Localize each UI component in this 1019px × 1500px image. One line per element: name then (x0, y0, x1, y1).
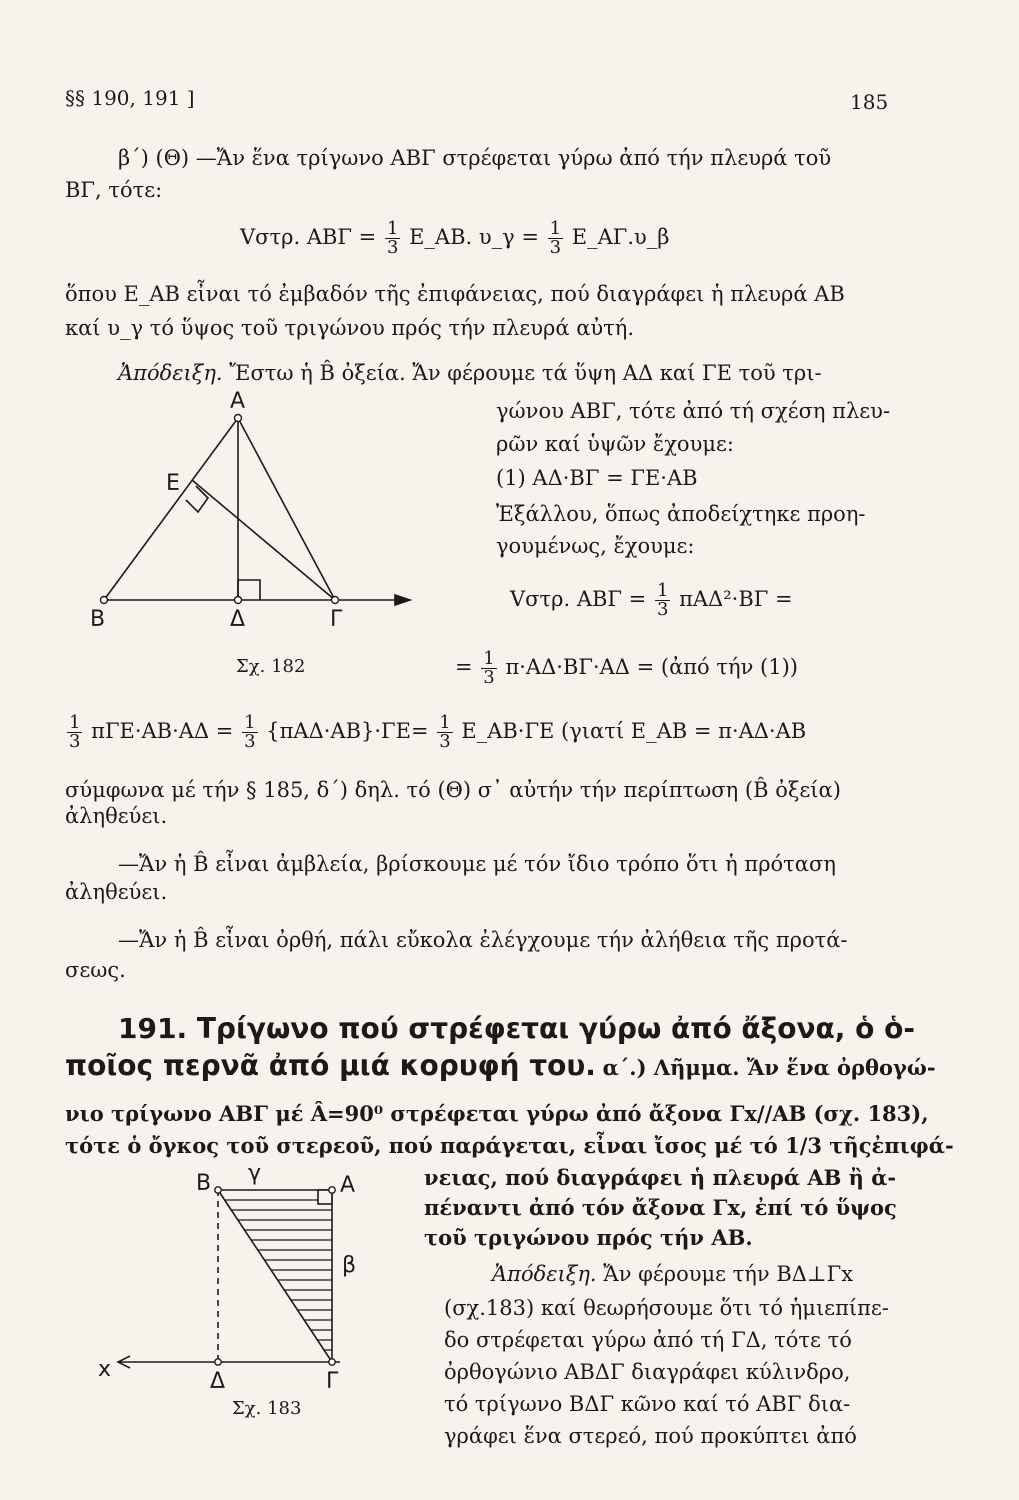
proof-191-line-6: γράφει ἕνα στερεό, πού προκύπτει ἀπό (444, 1424, 857, 1448)
formula-lhs: Vστρ. ΑΒΓ = (240, 225, 377, 249)
label-E: Ε (166, 471, 180, 496)
label-gamma: γ (248, 1162, 262, 1186)
formula-mid: Ε_ΑΒ. υ_γ = (409, 225, 539, 249)
fraction-one-third: $\frac{1}{3}$ (386, 218, 399, 258)
vertex-G (332, 597, 339, 604)
proof-line-8: —Ἄν ἡ B̂ εἶναι ἀμβλεία, βρίσκουμε μέ τόν ἴδιο τρόπο ὅτι ἡ πρόταση (118, 852, 836, 876)
theorem-line-1: β΄) (Θ) —Ἄν ἕνα τρίγωνο ΑΒΓ στρέφεται γύρω ἀπό τήν πλευρά τοῦ (118, 146, 832, 170)
page-number: 185 (850, 90, 889, 114)
formula-rhs: Ε_ΑΓ.υ_β (571, 225, 670, 249)
label-beta: β (342, 1253, 357, 1278)
equation-3: = $\frac{1}{3}$ π·ΑΔ·ΒΓ·ΑΔ = (ἀπό τήν (1)) (455, 648, 798, 688)
label-B: Β (196, 1171, 212, 1196)
proof-line-3: ρῶν καί ὑψῶν ἔχουμε: (496, 432, 734, 456)
vertex-B (215, 1187, 221, 1193)
proof-191-label: Ἀπόδειξη. (492, 1262, 597, 1286)
theorem-line-4: καί υ_γ τό ὕψος τοῦ τριγώνου πρός τήν πλευρά αὐτή. (65, 316, 635, 340)
side-AB (104, 418, 238, 600)
fraction-one-third: $\frac{1}{3}$ (439, 712, 451, 752)
proof-line-7: ἀληθεύει. (65, 804, 168, 828)
axis-arrow-icon (395, 595, 410, 605)
equation-4: $\frac{1}{3}$ πΓΕ·ΑΒ·ΑΔ = $\frac{1}{3}$ {πΑΔ·ΑΒ}·ΓΕ= $\frac{1}{3}$ Ε_ΑΒ·ΓΕ (γιατί Ε_ΑΒ = π·ΑΔ·ΑΒ (69, 712, 807, 752)
proof-191-line-2: (σχ.183) καί θεωρήσουμε ὅτι τό ἡμιεπίπε- (444, 1296, 889, 1320)
proof-191-line-3: δο στρέφεται γύρω ἀπό τή ΓΔ, τότε τό (444, 1328, 852, 1352)
label-D: Δ (210, 1369, 226, 1392)
right-angle-mark-D (238, 580, 260, 600)
proof-label: Ἀπόδειξη. (118, 361, 223, 385)
proof-line-6: σύμφωνα μέ τήν § 185, δ΄) δηλ. τό (Θ) σ᾽ αὐτήν τήν περίπτωση (B̂ ὀξεία) (65, 778, 841, 802)
section-191-heading-1: 191. Τρίγωνο πού στρέφεται γύρω ἀπό ἄξονα, ὁ ὁ- (118, 1012, 915, 1045)
fraction-one-third: $\frac{1}{3}$ (483, 648, 495, 688)
lemma-line-4: πέναντι ἀπό τόν ἄξονα Γx, ἐπί τό ὕψος (424, 1195, 897, 1220)
figure-183-caption: Σχ. 183 (232, 1398, 302, 1419)
theorem-line-3: ὅπου Ε_ΑΒ εἶναι τό ἐμβαδόν τῆς ἐπιφάνειας, πού διαγράφει ἡ πλευρά ΑΒ (65, 282, 845, 306)
equation-1: (1) ΑΔ·ΒΓ = ΓΕ·ΑΒ (496, 466, 698, 490)
proof-191-line-4: ὀρθογώνιο ΑΒΔΓ διαγράφει κύλινδρο, (444, 1360, 851, 1384)
lemma-line-5: τοῦ τριγώνου πρός τήν ΑΒ. (424, 1225, 753, 1250)
proof-line-11: σεως. (65, 958, 126, 982)
height-GE (192, 480, 335, 600)
side-AG (238, 418, 335, 600)
point-D (235, 597, 242, 604)
label-B: Β (90, 607, 106, 628)
section-reference: §§ 190, 191 ] (65, 86, 195, 110)
vertex-B (101, 597, 108, 604)
theorem-line-2: ΒΓ, τότε: (65, 178, 163, 202)
figure-182-diagram (80, 378, 420, 628)
proof-191-line-1: Ἀπόδειξη. Ἄν φέρουμε τήν ΒΔ⊥Γx (492, 1262, 854, 1286)
point-D (215, 1359, 221, 1365)
label-A: Α (340, 1173, 356, 1198)
section-191-heading-2-line (65, 1050, 936, 1084)
proof-line-4: Ἐξάλλου, ὅπως ἀποδείχτηκε προη- (496, 502, 866, 526)
theorem-formula (240, 220, 669, 257)
proof-191-line-5: τό τρίγωνο ΒΔΓ κῶνο καί τό ΑΒΓ δια- (444, 1392, 851, 1416)
vertex-A (329, 1187, 335, 1193)
figure-183-diagram (90, 1162, 390, 1392)
section-191-heading-2: ποῖος περνᾶ ἀπό μιά κορυφή του. (65, 1049, 596, 1082)
equation-2: Vστρ. ΑΒΓ = $\frac{1}{3}$ πΑΔ²·ΒΓ = (510, 580, 793, 620)
lemma-line-2: τότε ὁ ὄγκος τοῦ στερεοῦ, πού παράγεται, εἶναι ἴσος μέ τό 1/3 τῆςἐπιφά- (65, 1133, 954, 1158)
proof-line-2: γώνου ΑΒΓ, τότε ἀπό τή σχέση πλευ- (496, 399, 891, 423)
label-A: Α (230, 389, 246, 414)
fraction-one-third: $\frac{1}{3}$ (244, 712, 256, 752)
figure-182-caption: Σχ. 182 (236, 656, 306, 677)
lemma-lead: α΄.) Λῆμμα. Ἄν ἕνα ὀρθογώ- (602, 1055, 936, 1080)
vertex-A (235, 415, 242, 422)
fraction-one-third: $\frac{1}{3}$ (69, 712, 81, 752)
proof-line-9: ἀληθεύει. (65, 880, 168, 904)
label-x: x (98, 1357, 112, 1382)
label-G: Γ (330, 607, 343, 628)
label-D: Δ (230, 607, 246, 628)
proof-line-1-text: Ἔστω ἡ B̂ ὀξεία. Ἄν φέρουμε τά ὕψη ΑΔ καί ΓΕ τοῦ τρι- (229, 361, 822, 385)
side-BG (218, 1190, 332, 1362)
vertex-G (329, 1359, 335, 1365)
fraction-one-third: $\frac{1}{3}$ (549, 218, 562, 258)
fraction-one-third: $\frac{1}{3}$ (656, 580, 669, 620)
proof-line-10: —Ἄν ἡ B̂ εἶναι ὀρθή, πάλι εὔκολα ἐλέγχουμε τήν ἀλήθεια τῆς προτά- (118, 928, 848, 952)
proof-line-5: γουμένως, ἔχουμε: (496, 534, 695, 558)
label-G: Γ (326, 1369, 339, 1392)
lemma-line-1: νιο τρίγωνο ΑΒΓ μέ Â=90⁰ στρέφεται γύρω ἀπό ἄξονα Γx//ΑΒ (σχ. 183), (65, 1101, 929, 1126)
lemma-line-3: νειας, πού διαγράφει ἡ πλευρά ΑΒ ἢ ἀ- (424, 1165, 897, 1190)
